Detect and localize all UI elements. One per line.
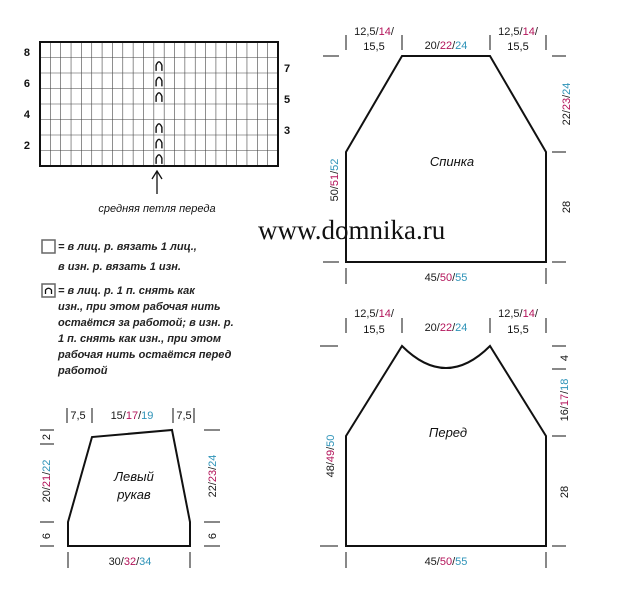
- back-label: Спинка: [429, 154, 475, 169]
- row-number: 2: [23, 140, 30, 152]
- back-top-left-dim: 12,5/14/: [354, 26, 394, 38]
- sleeve-right-mid-dim: 22/23/24: [207, 454, 219, 498]
- back-armhole-dim: 22/23/24: [561, 82, 573, 126]
- sleeve-pattern: [40, 408, 220, 568]
- row-number: 5: [284, 94, 291, 106]
- row-number: 4: [23, 109, 30, 121]
- slip-stitch-icon: [156, 62, 162, 71]
- front-top-left-dim: 12,5/14/: [354, 308, 394, 320]
- sleeve-top-left-dim: 7,5: [70, 410, 86, 422]
- legend: [42, 240, 234, 377]
- slip-stitch-icon: [156, 77, 162, 86]
- back-pattern: [323, 26, 573, 284]
- sleeve-width-dim: 30/32/34: [108, 556, 152, 568]
- legend-text: рабочая нить остаётся перед: [58, 349, 232, 361]
- slip-stitch-icon: [156, 155, 162, 164]
- front-top-right-dim-2: 15,5: [507, 324, 529, 336]
- front-armhole-dim: 16/17/18: [559, 378, 571, 422]
- legend-text: 1 п. снять как изн., при этом: [58, 333, 221, 345]
- front-length-dim: 48/49/50: [325, 434, 337, 478]
- legend-text: = в лиц. р. 1 п. снять как: [58, 285, 195, 297]
- front-outline: [346, 346, 546, 546]
- sleeve-cap-dim: 15/17/19: [110, 410, 154, 422]
- chart-grid: [40, 42, 278, 166]
- front-top-left-dim-2: 15,5: [363, 324, 385, 336]
- front-top-right-dim: 12,5/14/: [498, 308, 538, 320]
- legend-text: = в лиц. р. вязать 1 лиц.,: [58, 241, 197, 253]
- legend-text: в изн. р. вязать 1 изн.: [58, 261, 181, 273]
- sleeve-right-bottom-dim: 6: [207, 532, 219, 540]
- front-side-dim: 28: [559, 485, 571, 499]
- back-side-dim: 28: [561, 200, 573, 214]
- slip-stitch-icon: [156, 139, 162, 148]
- sleeve-label: Левый: [114, 469, 154, 484]
- slip-stitch-marks: [156, 62, 162, 164]
- back-top-right-dim-2: 15,5: [507, 41, 529, 53]
- front-pattern: [320, 308, 571, 568]
- front-width-dim: 45/50/55: [424, 556, 468, 568]
- row-number: 8: [23, 47, 30, 59]
- chart-caption: средняя петля переда: [98, 203, 216, 215]
- sleeve-length-dim: 20/21/22: [41, 459, 53, 503]
- legend-text: изн., при этом рабочая нить: [58, 301, 221, 313]
- back-width-dim: 45/50/55: [424, 272, 468, 284]
- slip-stitch-icon: [156, 93, 162, 102]
- legend-text: остаётся за работой; в изн. р.: [58, 317, 234, 329]
- sleeve-left-bottom-dim: 6: [41, 532, 53, 540]
- slip-stitch-icon: [156, 124, 162, 133]
- watermark: www.domnika.ru: [258, 215, 446, 245]
- sleeve-top-right-dim: 7,5: [176, 410, 192, 422]
- slip-symbol-icon: [42, 284, 55, 297]
- back-top-right-dim: 12,5/14/: [498, 26, 538, 38]
- back-top-left-dim-2: 15,5: [363, 41, 385, 53]
- back-neck-dim: 20/22/24: [424, 40, 468, 52]
- front-neck-depth-dim: 4: [559, 354, 571, 362]
- front-neck-dim: 20/22/24: [424, 322, 468, 334]
- stitch-chart: [24, 42, 290, 215]
- row-number: 6: [23, 78, 30, 90]
- sleeve-label: рукав: [117, 487, 151, 502]
- sleeve-left-top-dim: 2: [41, 433, 53, 441]
- front-label: Перед: [428, 425, 468, 440]
- back-length-dim: 50/51/52: [329, 158, 341, 202]
- row-number: 7: [284, 63, 291, 75]
- legend-text: работой: [58, 365, 108, 377]
- row-number: 3: [284, 125, 291, 137]
- knit-symbol-icon: [42, 240, 55, 253]
